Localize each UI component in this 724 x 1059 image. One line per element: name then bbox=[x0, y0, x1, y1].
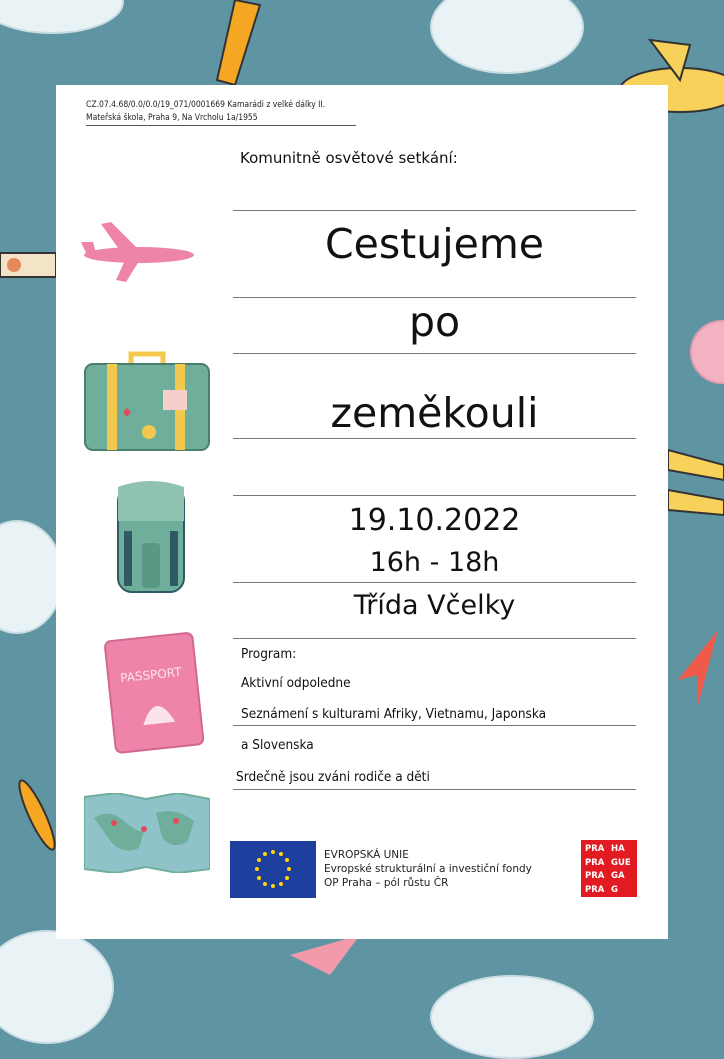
map-icon bbox=[84, 793, 210, 873]
program-item-1: Aktivní odpoledne bbox=[241, 675, 351, 691]
cloud-decoration bbox=[430, 0, 584, 74]
program-item-3: a Slovenska bbox=[241, 737, 314, 753]
title-line-3: zeměkouli bbox=[330, 389, 539, 437]
event-time: 16h - 18h bbox=[369, 547, 500, 578]
eu-line-3: OP Praha – pól růstu ČR bbox=[324, 877, 449, 889]
backpack-icon bbox=[108, 481, 194, 595]
plane-wing-decoration bbox=[0, 245, 56, 285]
passport-icon bbox=[100, 629, 205, 755]
praha-logo-text: GUE bbox=[611, 857, 631, 868]
divider bbox=[233, 725, 636, 726]
program-heading: Program: bbox=[241, 646, 297, 662]
praha-logo-text: PRA bbox=[585, 871, 605, 881]
suitcase-icon bbox=[83, 350, 211, 452]
airplane-icon bbox=[81, 220, 196, 285]
divider bbox=[233, 582, 636, 583]
subtitle: Komunitně osvětové setkání: bbox=[240, 149, 458, 167]
eu-line-1: EVROPSKÁ UNIE bbox=[324, 849, 409, 861]
poster-card bbox=[56, 85, 668, 939]
invitation-text: Srdečně jsou zváni rodiče a děti bbox=[236, 769, 430, 785]
praha-logo-text: PRA bbox=[585, 844, 605, 854]
cloud-decoration bbox=[430, 975, 594, 1059]
pencil-decoration bbox=[205, 0, 265, 90]
eu-line-2: Evropské strukturální a investiční fondy bbox=[324, 863, 532, 875]
divider bbox=[233, 438, 636, 439]
divider bbox=[86, 125, 356, 126]
cloud-decoration bbox=[690, 320, 724, 384]
paper-plane-decoration bbox=[668, 630, 724, 710]
praha-logo bbox=[581, 840, 637, 897]
plane-wing-decoration bbox=[668, 440, 724, 520]
event-place: Třída Včelky bbox=[353, 590, 516, 621]
passport-label: PASSPORT bbox=[119, 664, 183, 686]
program-item-2: Seznámení s kulturami Afriky, Vietnamu, Japonska bbox=[241, 706, 547, 722]
praha-logo-text: PRA bbox=[585, 884, 605, 895]
divider bbox=[233, 495, 636, 496]
eu-funding-text bbox=[324, 848, 532, 890]
reference-line-1: CZ.07.4.68/0.0/0.0/19_071/0001669 Kamarádi z velké dálky II. bbox=[86, 100, 326, 110]
event-date: 19.10.2022 bbox=[348, 503, 521, 538]
divider bbox=[233, 353, 636, 354]
project-reference bbox=[86, 99, 325, 125]
divider bbox=[233, 638, 636, 639]
eu-flag-logo bbox=[230, 841, 316, 898]
cloud-decoration bbox=[0, 0, 124, 34]
praha-logo-text: PRA bbox=[585, 857, 605, 868]
paper-plane-decoration bbox=[290, 935, 360, 975]
praha-logo-text: G bbox=[611, 884, 618, 895]
cloud-decoration bbox=[0, 520, 64, 634]
title-line-1: Cestujeme bbox=[324, 220, 545, 268]
praha-logo-text: GA bbox=[611, 871, 625, 881]
divider bbox=[233, 210, 636, 211]
propeller-decoration bbox=[15, 775, 60, 855]
cloud-decoration bbox=[0, 930, 114, 1044]
divider bbox=[233, 789, 636, 790]
reference-line-2: Mateřská škola, Praha 9, Na Vrcholu 1a/1955 bbox=[86, 113, 258, 123]
praha-logo-text: HA bbox=[611, 844, 625, 854]
title-line-2: po bbox=[408, 298, 461, 346]
